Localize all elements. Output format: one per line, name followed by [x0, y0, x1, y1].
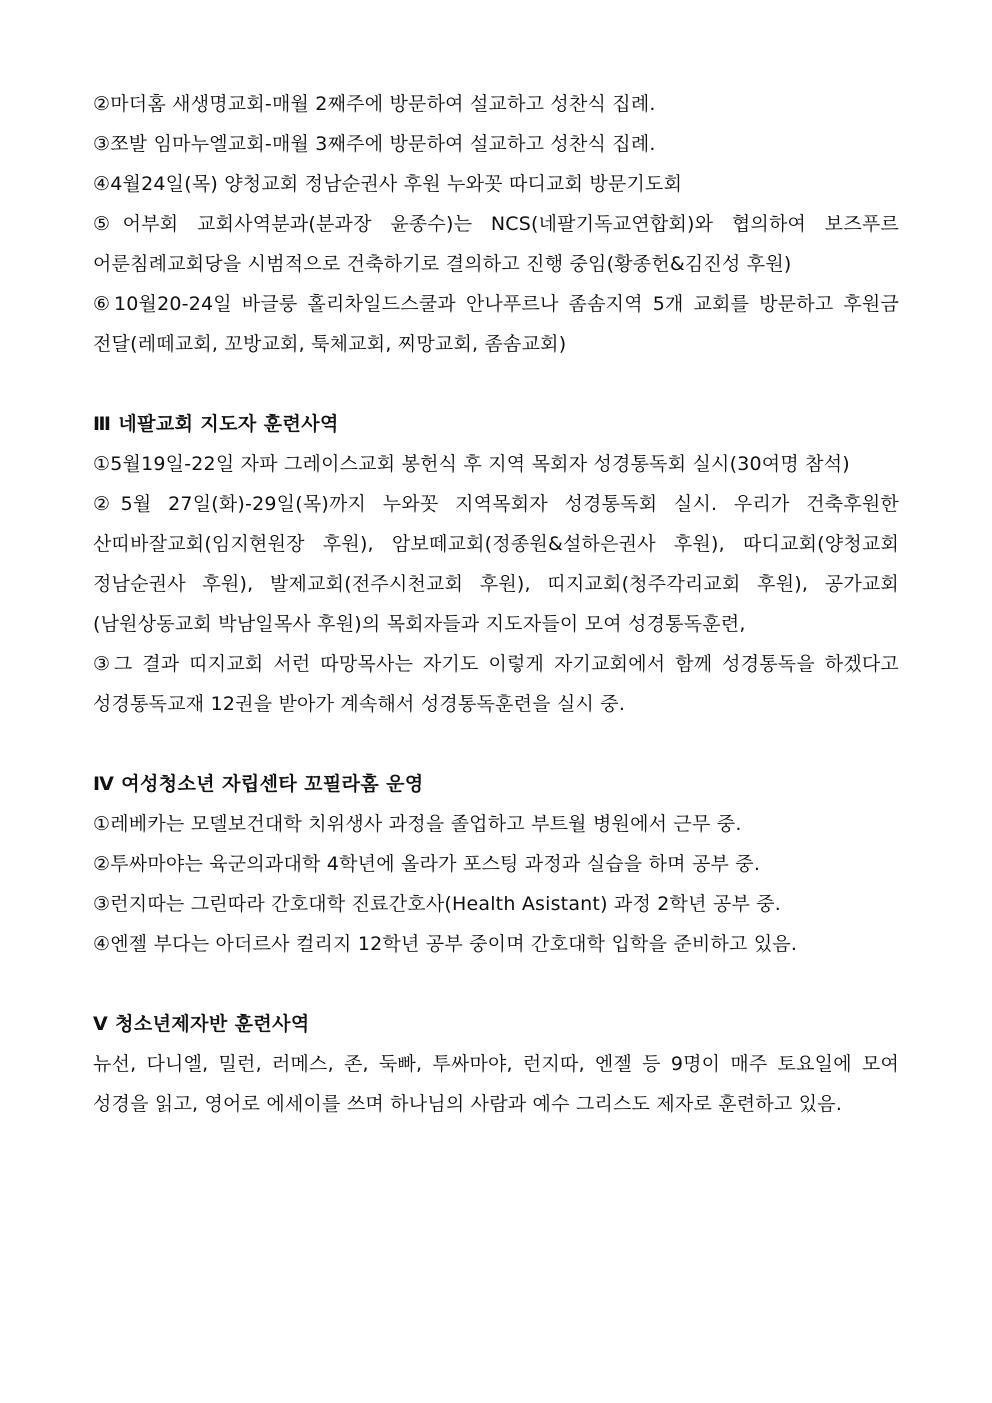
- section-iii-item-1: ①5월19일-22일 자파 그레이스교회 봉헌식 후 지역 목회자 성경통독회 실시(30여명 참석): [93, 453, 850, 475]
- section-iv-heading: Ⅳ 여성청소년 자립센타 꼬필라홈 운영: [93, 773, 424, 795]
- section-iv-item-4: ④엔젤 부다는 아더르사 컬리지 12학년 공부 중이며 간호대학 입학을 준비하고 있음.: [93, 933, 798, 955]
- section-ii-item-4: ④4월24일(목) 양청교회 정남순권사 후원 누와꼿 따디교회 방문기도회: [93, 173, 683, 195]
- section-ii-item-2: ②마더홈 새생명교회-매월 2째주에 방문하여 설교하고 성찬식 집례.: [93, 93, 656, 115]
- document-body: [93, 84, 899, 1124]
- section-iv-item-1: ①레베카는 모델보건대학 치위생사 과정을 졸업하고 부트월 병원에서 근무 중.: [93, 813, 742, 835]
- section-iii-item-2: ②5월 27일(화)-29일(목)까지 누와꼿 지역목회자 성경통독회 실시. 우리가 건축후원한 산띠바잘교회(임지현원장 후원), 암보떼교회(정종원&설하은권사 후원), 따디교회(양청교회 정남순권사 후원), 발제교회(전주시천교회 후원), 띠지교회(청주각리교회 후원), 공가교회(남원상동교회 박남일목사 후원)의 목회자들과 지도자들이 모여 성경통독훈련,: [93, 493, 899, 635]
- section-v-heading: Ⅴ 청소년제자반 훈련사역: [93, 1013, 310, 1035]
- section-iii-item-3: ③그 결과 띠지교회 서런 따망목사는 자기도 이렇게 자기교회에서 함께 성경통독을 하겠다고 성경통독교재 12권을 받아가 계속해서 성경통독훈련을 실시 중.: [93, 653, 899, 715]
- section-ii-item-3: ③쪼발 임마누엘교회-매월 3째주에 방문하여 설교하고 성찬식 집례.: [93, 133, 656, 155]
- section-ii-item-6: ⑥10월20-24일 바글룽 홀리차일드스쿨과 안나푸르나 좀솜지역 5개 교회를 방문하고 후원금 전달(레떼교회, 꼬방교회, 툭체교회, 찌망교회, 좀솜교회): [93, 293, 899, 355]
- section-iv-item-3: ③런지따는 그린따라 간호대학 진료간호사(Health Asistant) 과정 2학년 공부 중.: [93, 893, 782, 915]
- section-iv-item-2: ②투싸마야는 육군의과대학 4학년에 올라가 포스팅 과정과 실습을 하며 공부 중.: [93, 853, 761, 875]
- section-iii-heading: Ⅲ 네팔교회 지도자 훈련사역: [93, 413, 339, 435]
- section-ii-item-5: ⑤어부회 교회사역분과(분과장 윤종수)는 NCS(네팔기독교연합회)와 협의하여 보즈푸르 어룬침례교회당을 시범적으로 건축하기로 결의하고 진행 중임(황종헌&김진성 후원): [93, 213, 899, 275]
- section-v-paragraph: 뉴선, 다니엘, 밀런, 러메스, 존, 둑빠, 투싸마야, 런지따, 엔젤 등 9명이 매주 토요일에 모여 성경을 읽고, 영어로 에세이를 쓰며 하나님의 사람과 예수 그리스도 제자로 훈련하고 있음.: [93, 1053, 899, 1115]
